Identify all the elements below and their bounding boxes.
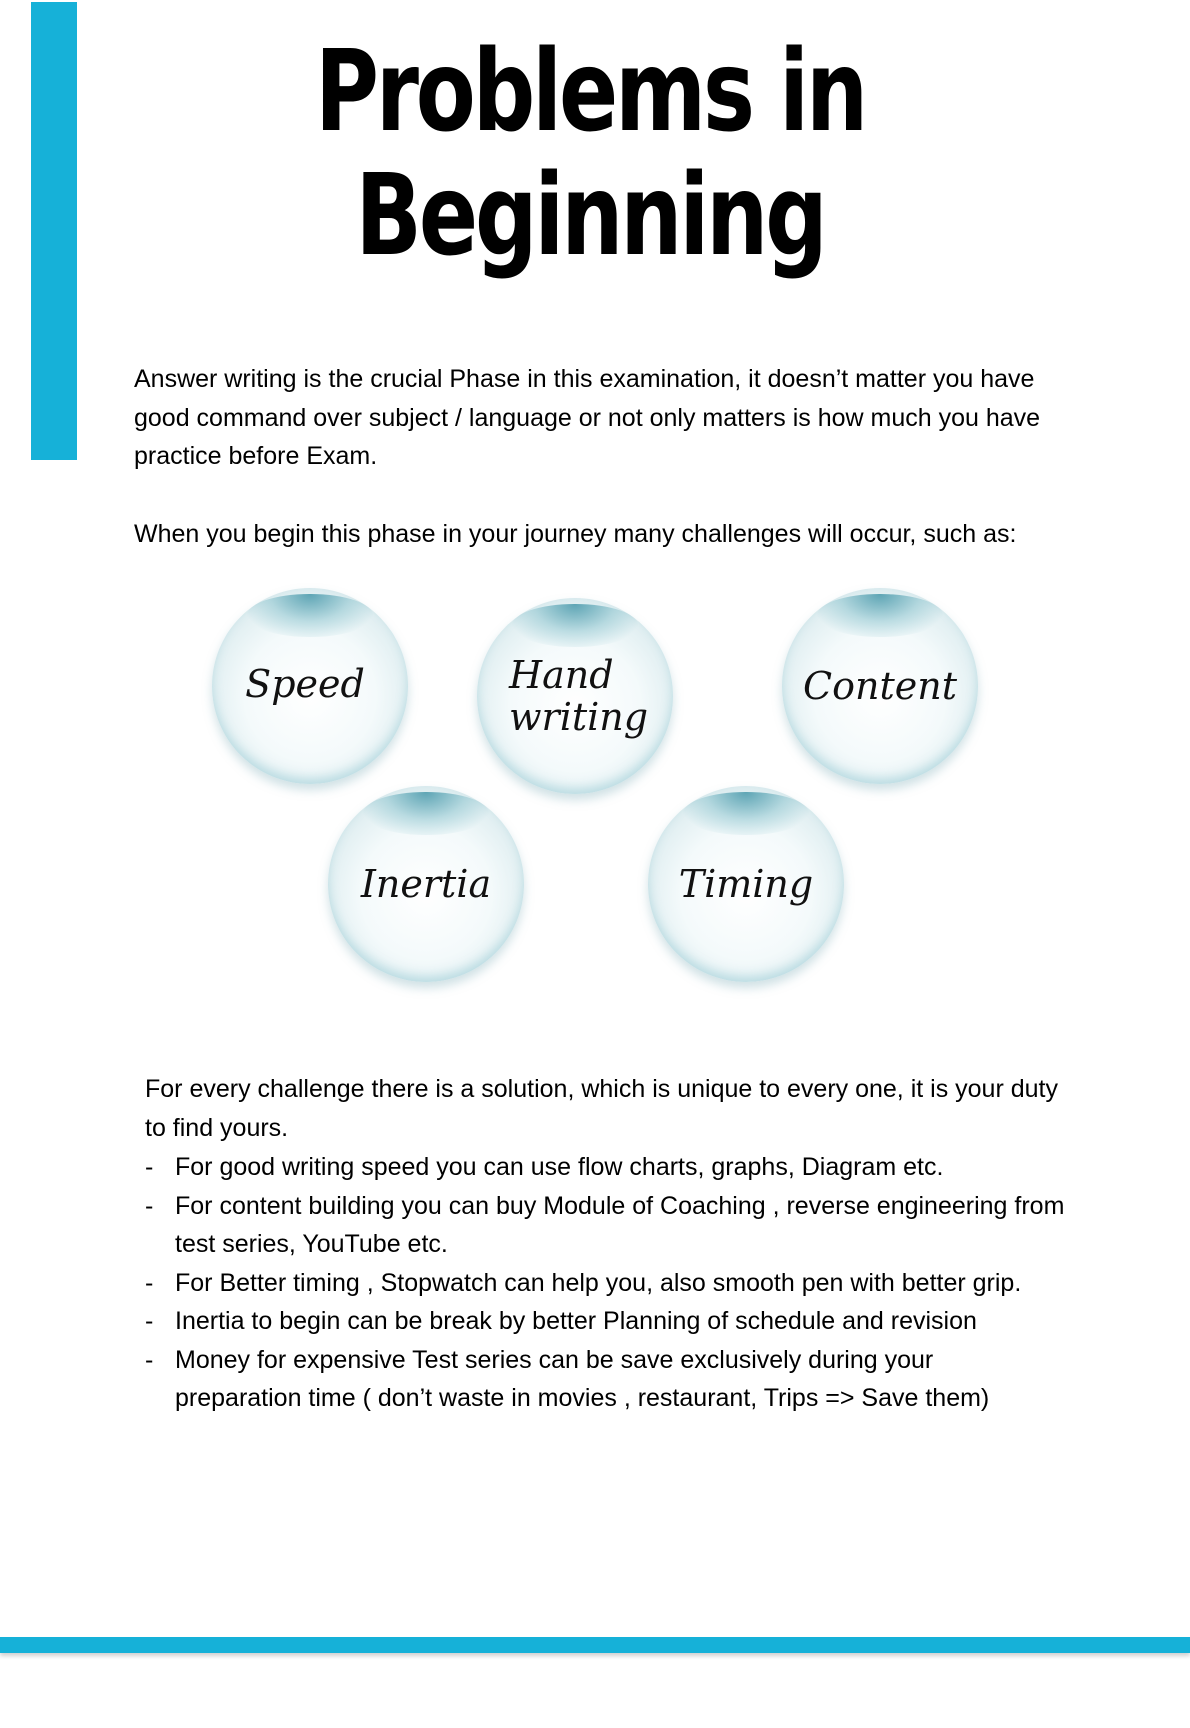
solution-item: - For good writing speed you can use flow charts, graphs, Diagram etc. <box>145 1148 1065 1187</box>
solution-item: - For content building you can buy Module of Coaching , reverse engineering from test series, YouTube etc. <box>145 1187 1065 1264</box>
page-title <box>278 27 902 281</box>
challenge-bubble-timing <box>648 786 844 982</box>
solutions-lead: For every challenge there is a solution, which is unique to every one, it is your duty to find yours. <box>145 1075 1058 1142</box>
challenge-bubble-speed <box>212 588 408 784</box>
solution-item: - Money for expensive Test series can be save exclusively during your preparation time ( don’t waste in movies , restaurant, Trips => Save them) <box>145 1341 1065 1418</box>
handwriting-line-1: Hand <box>509 653 614 697</box>
solution-item: - For Better timing , Stopwatch can help you, also smooth pen with better grip. <box>145 1264 1065 1303</box>
bottom-accent-rule <box>0 1637 1190 1653</box>
challenge-bubble-inertia <box>328 786 524 982</box>
title-line-1: Problems in <box>314 27 866 157</box>
challenges-intro: When you begin this phase in your journey many challenges will occur, such as: <box>134 520 1017 548</box>
challenge-bubble-handwriting <box>477 598 673 794</box>
challenge-label-inertia: Inertia <box>360 862 492 906</box>
handwriting-line-2: writing <box>509 695 649 739</box>
intro-paragraph: Answer writing is the crucial Phase in this examination, it doesn’t matter you have good command over subject / language or not only matters is how much you have practice before Exam. <box>134 365 1041 470</box>
challenge-bubble-content <box>782 588 978 784</box>
challenge-label-speed: Speed <box>245 662 365 706</box>
title-line-2: Beginning <box>355 151 825 281</box>
solutions-list <box>145 1148 1065 1418</box>
side-accent-bar <box>31 2 77 460</box>
challenge-label-content: Content <box>803 664 957 708</box>
solution-item: - Inertia to begin can be break by better Planning of schedule and revision <box>145 1302 1065 1341</box>
challenge-label-handwriting <box>477 654 673 738</box>
challenge-label-timing: Timing <box>678 862 814 906</box>
